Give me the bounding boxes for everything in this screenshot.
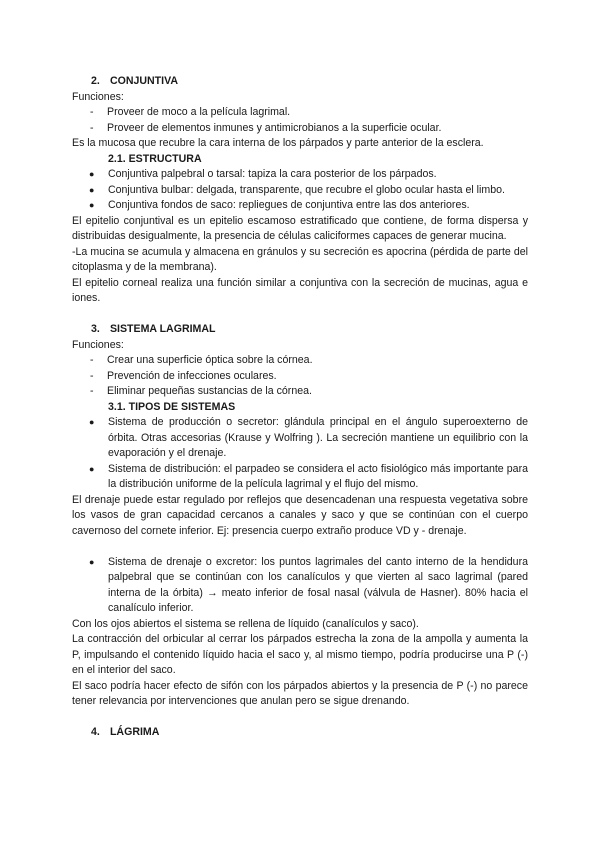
list-item: - Eliminar pequeñas sustancias de la córnea. [72,384,528,400]
list-item: ● Conjuntiva fondos de saco: repliegues de conjuntiva entre las dos anteriores. [72,198,528,214]
bullet-icon: ● [89,169,95,179]
section-heading-sistema-lagrimal: 3. SISTEMA LAGRIMAL [91,323,216,335]
lagrimal-funciones-list [72,353,528,400]
estructura-list [72,167,528,214]
bullet-icon: ● [89,184,95,195]
paragraph-epitelio-conjuntival: El epitelio conjuntival es un epitelio escamoso estratificado que contiene, de forma dispersa y distribuidas desigualmente, la presencia de células caliciformes capaces de generar mucina. [72,214,528,242]
funciones-label: Funciones: [72,90,124,103]
dash-marker: - [90,354,94,366]
spacer [72,710,528,726]
paragraph-contraccion: La contracción del orbicular al cerrar los párpados estrecha la zona de la ampolla y aumenta la P, impulsando el contenido líquido hacia el saco y, al mismo tiempo, podría producirse una P (-) en el interior del saco. [72,633,528,676]
paragraph-mucosa: Es la mucosa que recubre la cara interna de los párpados y parte anterior de la esclera. [72,137,484,149]
paragraph-saco: El saco podría hacer efecto de sifón con los párpados abiertos y la presencia de P (-) no parece tener relevancia por intervenciones que anulan pero se sigue drenando. [72,679,528,707]
bullet-icon: ● [89,200,95,210]
list-item: ● Sistema de drenaje o excretor: los puntos lagrimales del canto interno de la hendidura palpebral que se continúan con los canalículos y que vierten al saco lagrimal (pared interna de la órbita) → meato inferior de fosal nasal (válvula de Hasner). 80% hacia el canalículo inferior. [89,555,528,614]
funciones-label: Funciones: [72,338,124,351]
dash-marker: - [90,106,94,118]
subsection-heading-estructura: 2.1. ESTRUCTURA [108,152,202,165]
section-heading-conjuntiva: 2. CONJUNTIVA [91,75,179,87]
subsection-heading-tipos-sistemas: 3.1. TIPOS DE SISTEMAS [108,400,236,413]
spacer [72,307,528,323]
list-item: ● Sistema de producción o secretor: glándula principal en el ángulo superoexterno de órbita. Otras accesorias (Krause y Wolfring ). La secreción mantiene un equilibrio con la evaporación y el drenaje. [89,416,528,459]
paragraph-drenaje: El drenaje puede estar regulado por reflejos que desencadenan una respuesta vegetativa sobre los vasos de gran capacidad cercanos a canales y saco y que se continúan con el cuerpo cavernoso del cornete inferior. Ej: presencia cuerpo extraño produce VD y - drenaje. [72,493,528,537]
list-item: ● Sistema de distribución: el parpadeo se considera el acto fisiológico más importante para la distribución uniforme de la película lagrimal y el flujo del mismo. [89,462,528,490]
section-heading-lagrima: 4. LÁGRIMA [91,726,160,738]
dash-marker: - [90,385,94,397]
list-item: - Crear una superficie óptica sobre la córnea. [72,353,528,369]
dash-marker: - [90,121,94,134]
spacer [72,539,528,555]
dash-marker: - [90,369,94,382]
list-item: - Proveer de elementos inmunes y antimicrobianos a la superficie ocular. [72,121,528,137]
list-item: - Proveer de moco a la película lagrimal. [72,105,528,121]
tipos-sistemas-list [72,415,528,493]
list-item: ● Conjuntiva bulbar: delgada, transparente, que recubre el globo ocular hasta el limbo. [72,183,528,199]
paragraph-epitelio-corneal: El epitelio corneal realiza una función similar a conjuntiva con la secreción de mucinas, agua e iones. [72,276,528,304]
bullet-icon: ● [89,463,95,474]
conjuntiva-funciones-list [72,105,528,136]
paragraph-ojos-abiertos: Con los ojos abiertos el sistema se rellena de líquido (canalículos y saco). [72,617,419,630]
bullet-icon: ● [89,417,95,427]
bullet-icon: ● [89,556,95,567]
drenaje-list [72,555,528,617]
list-item: ● Conjuntiva palpebral o tarsal: tapiza la cara posterior de los párpados. [72,167,528,183]
list-item: - Prevención de infecciones oculares. [72,369,528,385]
paragraph-mucina: -La mucina se acumula y almacena en gránulos y su secreción es apocrina (pérdida de parte del citoplasma y de la membrana). [72,245,528,273]
